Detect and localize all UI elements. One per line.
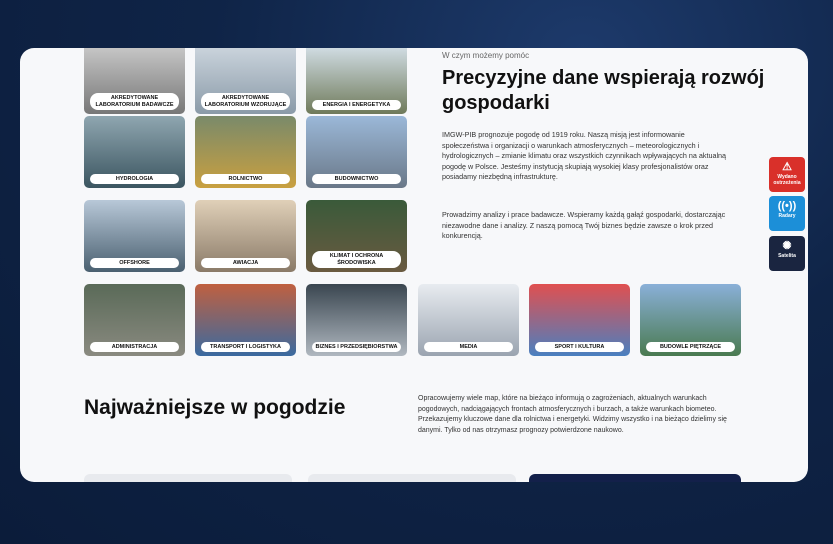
- category-tile-label: BIZNES I PRZEDSIĘBIORSTWA: [312, 342, 401, 352]
- category-tile[interactable]: [418, 284, 519, 356]
- satellite-label: Satelita: [778, 253, 796, 259]
- category-tile[interactable]: [84, 284, 185, 356]
- category-tile[interactable]: [195, 116, 296, 188]
- category-tile-label: BUDOWLE PIĘTRZĄCE: [646, 342, 735, 352]
- category-tile-label: TRANSPORT I LOGISTYKA: [201, 342, 290, 352]
- radars-label: Radary: [778, 213, 796, 219]
- weather-card[interactable]: [308, 474, 516, 482]
- category-tile[interactable]: [195, 48, 296, 114]
- category-tile[interactable]: [306, 116, 407, 188]
- category-tile[interactable]: [306, 200, 407, 272]
- category-tile[interactable]: [84, 116, 185, 188]
- satellite-button[interactable]: [769, 236, 805, 271]
- section-title: Precyzyjne dane wspierają rozwój gospodarki: [442, 67, 765, 114]
- section-subtitle: W czym możemy pomóc: [442, 51, 530, 60]
- warnings-label: Wydano ostrzeżenia: [773, 174, 801, 186]
- category-tile[interactable]: [306, 284, 407, 356]
- weather-card[interactable]: [84, 474, 292, 482]
- category-tile-label: OFFSHORE: [90, 258, 179, 268]
- section-paragraph-1: IMGW-PIB prognozuje pogodę od 1919 roku. Naszą misją jest informowanie społeczeństwa i organizacji o warunkach atmosferycznych – meteorologicznych i hydrologicznych – zmianie klimatu oraz wszystkich czynnikach wpływających na aktualną pogodę w Polsce. Jesteśmy instytucją skupiają wysokiej klasy profesjonalistów oraz posiadamy niezbędną infrastrukturę.: [442, 130, 727, 182]
- satellite-icon: ✺: [782, 240, 792, 252]
- category-tile[interactable]: [195, 200, 296, 272]
- warning-icon: ⚠: [782, 161, 792, 173]
- category-tile[interactable]: [640, 284, 741, 356]
- category-tile-label: AKREDYTOWANE LABORATORIUM WZORUJĄCE: [201, 93, 290, 110]
- category-tile-label: ENERGIA I ENERGETYKA: [312, 100, 401, 110]
- weather-title: Najważniejsze w pogodzie: [84, 396, 346, 419]
- category-tile-label: MEDIA: [424, 342, 513, 352]
- category-tile-label: AWIACJA: [201, 258, 290, 268]
- category-tile-label: SPORT I KULTURA: [535, 342, 624, 352]
- category-tile-label: ROLNICTWO: [201, 174, 290, 184]
- weather-paragraph: Opracowujemy wiele map, które na bieżąco informują o zagrożeniach, aktualnych warunkach pogodowych, nadciągających frontach atmosferycznych i burzach, a także warunkach biometeo. Przekazujemy kluczowe dane dla rolnictwa i energetyki. Widzimy wszystko i na bieżąco dzielimy się danymi. Tylko od nas otrzymasz prognozy potwierdzone naukowo.: [418, 395, 727, 434]
- weather-card[interactable]: [529, 474, 741, 482]
- main-panel: [20, 48, 808, 482]
- category-tile[interactable]: [84, 48, 185, 114]
- radars-button[interactable]: [769, 196, 805, 231]
- category-tile[interactable]: [195, 284, 296, 356]
- category-tile[interactable]: [529, 284, 630, 356]
- category-tile-label: ADMINISTRACJA: [90, 342, 179, 352]
- category-tile[interactable]: [84, 200, 185, 272]
- section-paragraph-2: Prowadzimy analizy i prace badawcze. Wspieramy każdą gałąź gospodarki, dostarczając niezawodne dane i analizy. Z naszą pomocą Twój biznes będzie zawsze o krok przed konkurencją.: [442, 210, 726, 241]
- category-tile-label: BUDOWNICTWO: [312, 174, 401, 184]
- category-tile-label: HYDROLOGIA: [90, 174, 179, 184]
- radar-icon: ((•)): [777, 200, 797, 212]
- category-tile-label: KLIMAT I OCHRONA ŚRODOWISKA: [312, 251, 401, 268]
- category-tile[interactable]: [306, 48, 407, 114]
- warnings-button[interactable]: [769, 157, 805, 192]
- category-tile-label: AKREDYTOWANE LABORATORIUM BADAWCZE: [90, 93, 179, 110]
